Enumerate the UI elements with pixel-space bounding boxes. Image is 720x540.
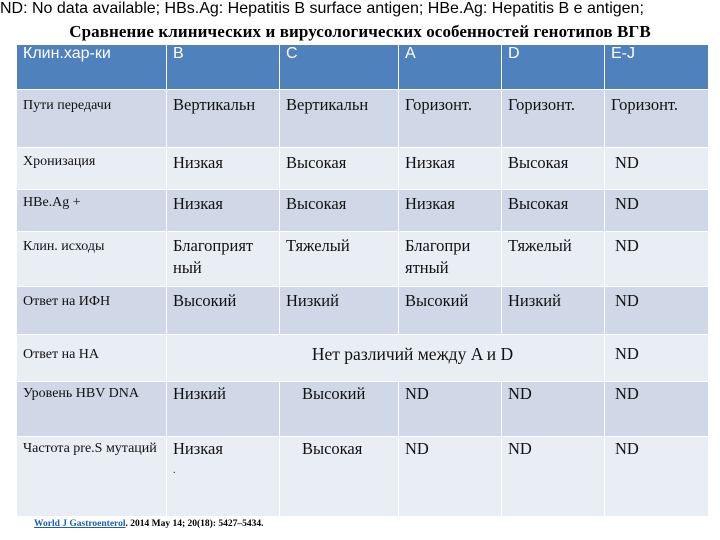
header-genotype-c: C bbox=[280, 45, 399, 90]
table-cell: Тяжелый bbox=[502, 232, 605, 287]
row-label: Частота pre.S мутаций bbox=[17, 437, 167, 517]
cell-text: Низкая bbox=[173, 439, 223, 458]
table-cell: ND bbox=[605, 190, 709, 232]
table-cell: Низкий bbox=[167, 382, 280, 437]
row-label: Пути передачи bbox=[17, 90, 167, 148]
abbreviations-note: ND: No data available; HBs.Ag: Hepatitis B surface antigen; HBe.Ag: Hepatitis B e antigen; bbox=[0, 0, 644, 17]
header-genotype-d: D bbox=[502, 45, 605, 90]
table-cell: Низкая bbox=[167, 148, 280, 190]
row-label: Ответ на ИФН bbox=[17, 287, 167, 335]
cell-mark: . bbox=[173, 465, 176, 476]
table-row bbox=[17, 287, 709, 335]
row-label: HBe.Ag + bbox=[17, 190, 167, 232]
table-cell: Высокий bbox=[167, 287, 280, 335]
table-cell: Высокая bbox=[280, 190, 399, 232]
table-row bbox=[17, 90, 709, 148]
table-cell: Горизонт. bbox=[502, 90, 605, 148]
citation bbox=[34, 519, 263, 529]
table-cell: Горизонт. bbox=[605, 90, 709, 148]
table-cell: Низкая bbox=[399, 148, 502, 190]
row-label: Клин. исходы bbox=[17, 232, 167, 287]
table-cell: Благопри ятный bbox=[399, 232, 502, 287]
table-cell: Благоприят ный bbox=[167, 232, 280, 287]
header-genotype-a: A bbox=[399, 45, 502, 90]
table-cell: Тяжелый bbox=[280, 232, 399, 287]
table-cell: ND bbox=[502, 382, 605, 437]
table-row bbox=[17, 148, 709, 190]
table-cell bbox=[167, 437, 280, 517]
table-row bbox=[17, 190, 709, 232]
row-label: Ответ на НА bbox=[17, 335, 167, 382]
table-cell: Низкий bbox=[280, 287, 399, 335]
table-cell: Вертикальн bbox=[167, 90, 280, 148]
row-label: Хронизация bbox=[17, 148, 167, 190]
table-cell: ND bbox=[605, 148, 709, 190]
table-cell: Горизонт. bbox=[399, 90, 502, 148]
header-genotype-b: B bbox=[167, 45, 280, 90]
table-cell: ND bbox=[399, 382, 502, 437]
table-row bbox=[17, 382, 709, 437]
table-cell: ND bbox=[605, 287, 709, 335]
genotype-comparison-table bbox=[16, 44, 709, 517]
table-cell: Высокая bbox=[280, 437, 399, 517]
table-cell: ND bbox=[502, 437, 605, 517]
journal-link[interactable]: World J Gastroenterol bbox=[34, 519, 126, 529]
citation-details: . 2014 May 14; 20(18): 5427–5434. bbox=[125, 519, 264, 529]
table-cell: ND bbox=[605, 232, 709, 287]
table-cell: Высокая bbox=[502, 148, 605, 190]
table-cell: Высокая bbox=[280, 148, 399, 190]
table-row bbox=[17, 437, 709, 517]
table-cell: Низкий bbox=[502, 287, 605, 335]
header-characteristic: Клин.хар-ки bbox=[17, 45, 167, 90]
table-cell: ND bbox=[605, 382, 709, 437]
table-cell: Высокий bbox=[399, 287, 502, 335]
table-cell: Высокая bbox=[502, 190, 605, 232]
table-cell: Высокий bbox=[280, 382, 399, 437]
row-label: Уровень HBV DNA bbox=[17, 382, 167, 437]
page-title: Сравнение клинических и вирусологических особенностей генотипов ВГВ bbox=[69, 22, 651, 41]
merged-cell: Нет различий между A и D bbox=[167, 335, 605, 382]
table-cell: Низкая bbox=[399, 190, 502, 232]
table-cell: Низкая bbox=[167, 190, 280, 232]
table-cell: Вертикальн bbox=[280, 90, 399, 148]
table-row bbox=[17, 335, 709, 382]
table-header-row bbox=[17, 45, 709, 90]
table-cell: ND bbox=[605, 437, 709, 517]
table-cell: ND bbox=[605, 335, 709, 382]
table-cell: ND bbox=[399, 437, 502, 517]
table-row bbox=[17, 232, 709, 287]
header-genotype-ej: E-J bbox=[605, 45, 709, 90]
